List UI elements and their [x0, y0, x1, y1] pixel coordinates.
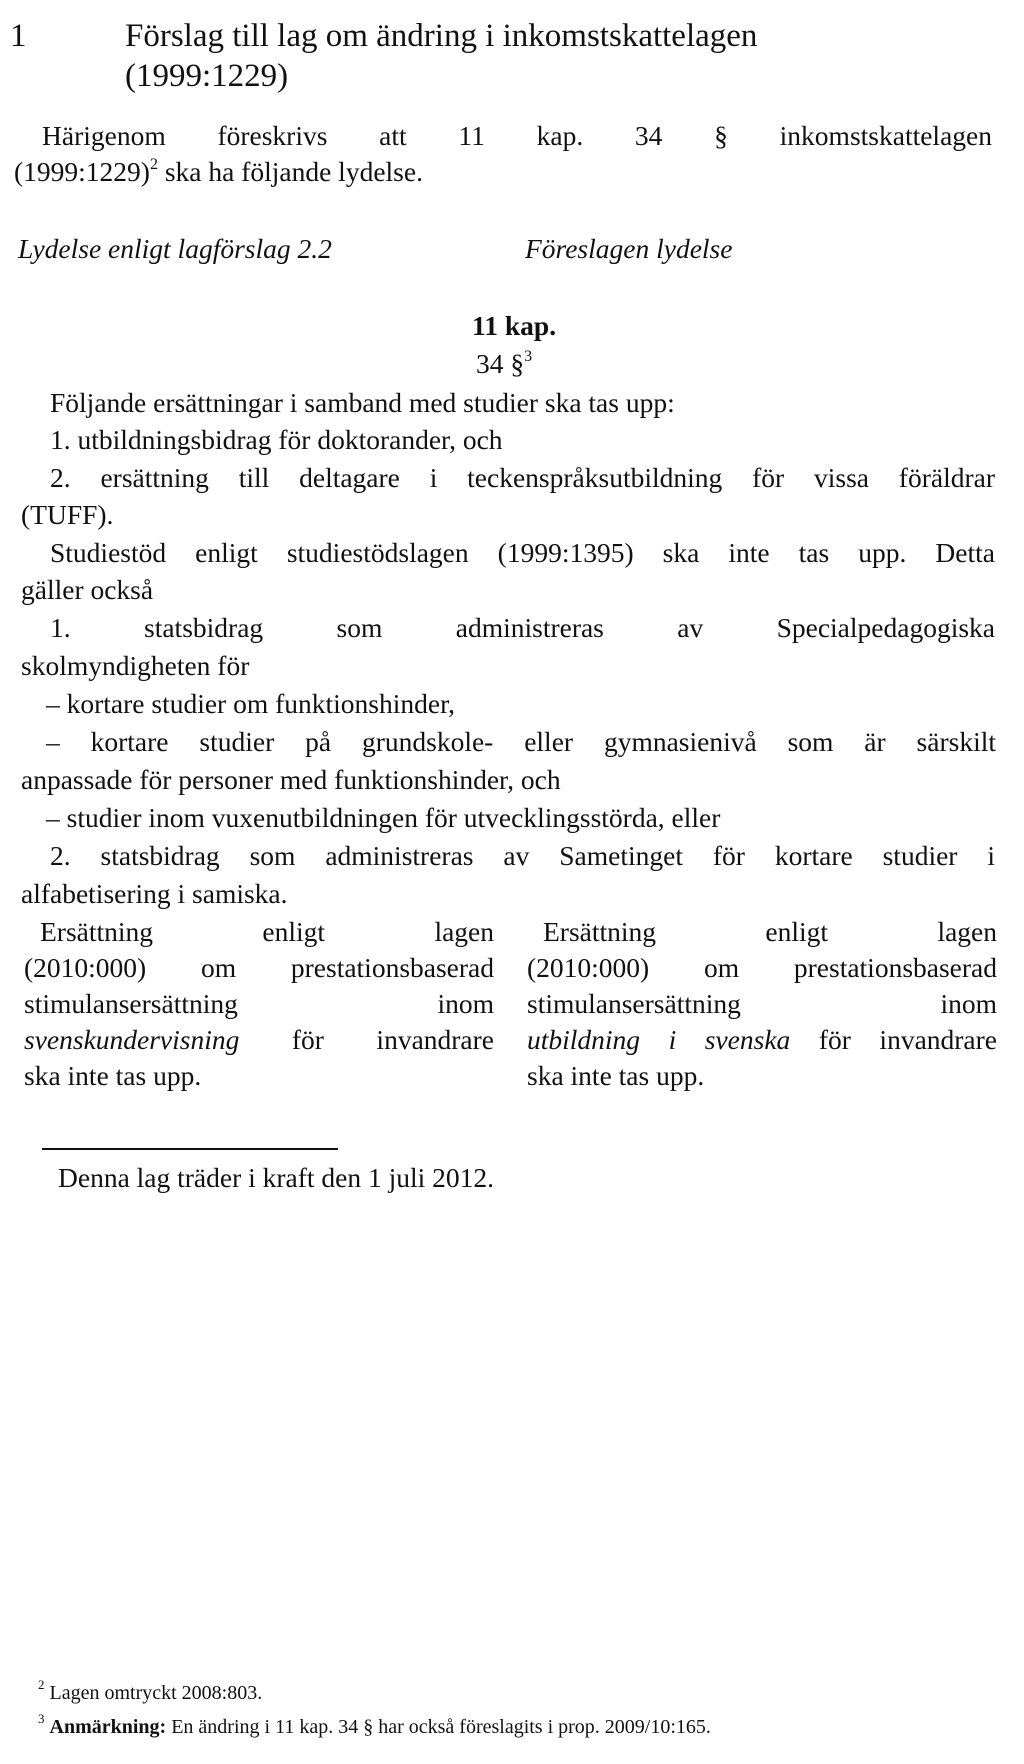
left-col-line3: stimulansersättning inom: [24, 988, 494, 1019]
left-col-line4: svenskundervisning för invandrare: [24, 1024, 494, 1055]
right-col-line1: Ersättning enligt lagen: [543, 916, 997, 947]
intro-line2: (1999:1229)$^2$ ska ha följande lydelse.: [14, 155, 423, 187]
right-col-line3: stimulansersättning inom: [527, 988, 997, 1019]
intro-line1: Härigenom föreskrivs att 11 kap. 34 § inkomstskattelagen: [42, 120, 992, 151]
footnote-3-mark: 3: [38, 1711, 45, 1727]
footnote-ref-3: 3: [524, 347, 533, 365]
right-col-line4: utbildning i svenska för invandrare: [527, 1024, 997, 1055]
chapter-heading: 11 kap.: [472, 310, 557, 341]
subitem-1-line2: skolmyndigheten för: [21, 650, 250, 681]
left-column-text: [24, 914, 494, 1094]
document-title-line2: (1999:1229): [125, 58, 289, 94]
subitem-1-line1: 1. statsbidrag som administreras av Specialpedagogiska: [50, 612, 995, 643]
separator-rule: [42, 1148, 338, 1150]
section-number: 1: [10, 18, 27, 54]
left-col-line5: ska inte tas upp.: [24, 1060, 202, 1091]
footnote-ref-2: 2: [149, 155, 158, 173]
left-column-header: Lydelse enligt lagförslag 2.2: [18, 233, 332, 264]
dash-item-2-line2: anpassade för personer med funktionshinder, och: [21, 764, 561, 795]
effective-date: Denna lag träder i kraft den 1 juli 2012.: [58, 1162, 495, 1193]
right-column-header: Föreslagen lydelse: [525, 233, 733, 264]
right-col-line2: (2010:000) om prestationsbaserad: [527, 952, 997, 983]
list-item-2-line1: 2. ersättning till deltagare i teckenspråksutbildning för vissa föräldrar: [50, 462, 995, 493]
document-title-line1: Förslag till lag om ändring i inkomstskattelagen: [125, 18, 758, 54]
body-p2-line2: gäller också: [21, 574, 154, 605]
subitem-2-line2: alfabetisering i samiska.: [21, 878, 288, 909]
footnote-3: $^3$ Anmärkning: En ändring i 11 kap. 34 § har också föreslagits i prop. 2009/10:165.: [38, 1711, 711, 1738]
dash-item-2-line1: – kortare studier på grundskole- eller gymnasienivå som är särskilt: [46, 726, 996, 757]
body-p1: Följande ersättningar i samband med studier ska tas upp:: [50, 387, 675, 418]
subitem-2-line1: 2. statsbidrag som administreras av Sametinget för kortare studier i: [50, 840, 995, 871]
dash-item-3: – studier inom vuxenutbildningen för utvecklingsstörda, eller: [46, 802, 721, 833]
left-col-line2: (2010:000) om prestationsbaserad: [24, 952, 494, 983]
list-item-1: 1. utbildningsbidrag för doktorander, och: [50, 424, 503, 455]
left-col-line1: Ersättning enligt lagen: [40, 916, 494, 947]
paragraph-heading: 34 §$^3$: [476, 347, 533, 379]
dash-item-1: – kortare studier om funktionshinder,: [46, 688, 456, 719]
footnote-2: $^2$ Lagen omtryckt 2008:803.: [38, 1677, 263, 1704]
list-item-2-line2: (TUFF).: [21, 499, 114, 530]
right-column-text: [527, 914, 997, 1094]
footnote-2-mark: 2: [38, 1677, 45, 1693]
right-col-line5: ska inte tas upp.: [527, 1060, 705, 1091]
body-p2-line1: Studiestöd enligt studiestödslagen (1999:1395) ska inte tas upp. Detta: [50, 537, 995, 568]
